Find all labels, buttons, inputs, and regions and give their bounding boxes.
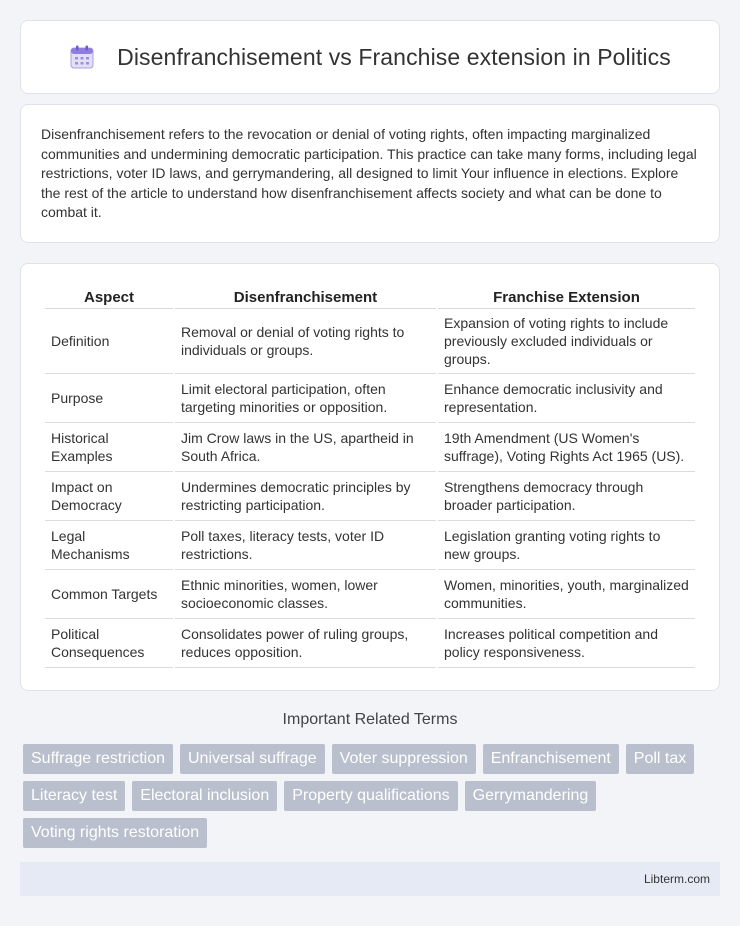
table-cell: Legislation granting voting rights to new groups. (438, 521, 695, 570)
header-card (20, 20, 720, 94)
related-terms-list (23, 744, 723, 855)
table-row (45, 423, 695, 472)
table-row (45, 619, 695, 668)
intro-text: Disenfranchisement refers to the revocation or denial of voting rights, often impacting marginalized communities and undermining democratic participation. This practice can take many forms, including legal restrictions, voter ID laws, and gerrymandering, all designed to limit Your influence in elections. Explore the rest of the article to understand how disenfranchisement affects society and what can be done to combat it. (41, 126, 697, 221)
table-header-row (45, 284, 695, 309)
table-cell: 19th Amendment (US Women's suffrage), Voting Rights Act 1965 (US). (438, 423, 695, 472)
table-cell: Definition (45, 309, 173, 374)
intro-card (20, 104, 720, 243)
related-term-tag[interactable]: Voter suppression (332, 744, 476, 774)
related-term-tag[interactable]: Property qualifications (284, 781, 457, 811)
table-cell: Undermines democratic principles by restricting participation. (175, 472, 436, 521)
related-term-tag[interactable]: Universal suffrage (180, 744, 325, 774)
table-cell: Legal Mechanisms (45, 521, 173, 570)
related-term-tag[interactable]: Literacy test (23, 781, 125, 811)
column-header: Aspect (45, 284, 173, 309)
footer-site-link[interactable]: Libterm.com (643, 872, 710, 886)
related-term-tag[interactable]: Suffrage restriction (23, 744, 173, 774)
table-row (45, 521, 695, 570)
related-term-tag[interactable]: Enfranchisement (483, 744, 619, 774)
related-terms-title: Important Related Terms (282, 711, 458, 728)
table-cell: Increases political competition and policy responsiveness. (438, 619, 695, 668)
related-term-tag[interactable]: Electoral inclusion (132, 781, 277, 811)
table-cell: Expansion of voting rights to include previously excluded individuals or groups. (438, 309, 695, 374)
table-cell: Purpose (45, 374, 173, 423)
related-term-tag[interactable]: Gerrymandering (465, 781, 597, 811)
table-cell: Enhance democratic inclusivity and representation. (438, 374, 695, 423)
column-header: Disenfranchisement (175, 284, 436, 309)
table-cell: Strengthens democracy through broader participation. (438, 472, 695, 521)
table-cell: Jim Crow laws in the US, apartheid in South Africa. (175, 423, 436, 472)
related-term-tag[interactable]: Voting rights restoration (23, 818, 207, 848)
table-row (45, 309, 695, 374)
footer (20, 862, 720, 896)
related-term-tag[interactable]: Poll tax (626, 744, 694, 774)
table-cell: Consolidates power of ruling groups, reduces opposition. (175, 619, 436, 668)
table-cell: Political Consequences (45, 619, 173, 668)
calendar-icon (69, 44, 95, 70)
table-cell: Women, minorities, youth, marginalized communities. (438, 570, 695, 619)
table-row (45, 472, 695, 521)
table-cell: Ethnic minorities, women, lower socioeconomic classes. (175, 570, 436, 619)
table-cell: Poll taxes, literacy tests, voter ID restrictions. (175, 521, 436, 570)
column-header: Franchise Extension (438, 284, 695, 309)
table-cell: Common Targets (45, 570, 173, 619)
comparison-table (43, 284, 697, 668)
table-row (45, 374, 695, 423)
table-row (45, 570, 695, 619)
comparison-table-card (20, 263, 720, 691)
table-cell: Removal or denial of voting rights to individuals or groups. (175, 309, 436, 374)
page-title: Disenfranchisement vs Franchise extension in Politics (117, 43, 671, 70)
table-cell: Limit electoral participation, often targeting minorities or opposition. (175, 374, 436, 423)
table-cell: Historical Examples (45, 423, 173, 472)
table-cell: Impact on Democracy (45, 472, 173, 521)
